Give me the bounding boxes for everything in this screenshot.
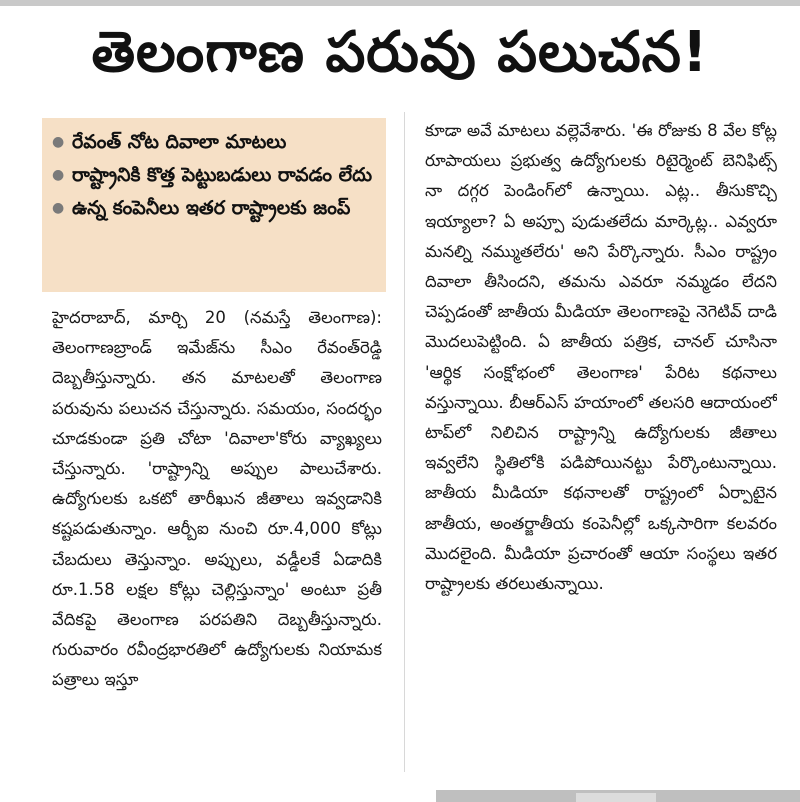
article-body-right-column: కూడా అవే మాటలు వల్లెవేశారు. 'ఈ రోజుకు 8 వేల కోట్ల రూపాయలు ప్రభుత్వ ఉద్యోగులకు రిటైర్మెంట్ బెనిఫిట్స్ నా దగ్గర పెండింగ్‌లో ఉన్నాయి. ఎట్ల.. తీసుకొచ్చి ఇయ్యాలా? ఏ అప్పూ పుడుతలేదు మార్కెట్ల.. ఎవ్వరూ మనల్ని నమ్ముతలేరు' అని పేర్కొన్నారు. సీఎం రాష్ట్రం దివాలా తీసిందని, తమను ఎవరూ నమ్మడం లేదని చెప్పడంతో జాతీయ మీడియా తెలంగాణపై నెగెటివ్ దాడి మొదలుపెట్టింది. ఏ జాతీయ పత్రిక, చానల్ చూసినా 'ఆర్థిక సంక్షోభంలో తెలంగాణ' పేరిట కథనాలు వస్తున్నాయి. బీఆర్‌ఎస్ హయాంలో తలసరి ఆదాయంలో టాప్‌లో నిలిచిన రాష్ట్రాన్ని ఉద్యోగులకు జీతాలు ఇవ్వలేని స్థితిలోకి పడిపోయినట్టు పేర్కొంటున్నాయి. జాతీయ మీడియా కథనాలతో రాష్ట్రంలో ఏర్పాటైన జాతీయ, అంతర్జాతీయ కంపెనీల్లో ఒక్కసారిగా కలవరం మొదలైంది. మీడియా ప్రచారంతో ఆయా సంస్థలు ఇతర రాష్ట్రాలకు తరలుతున్నాయి. [425,121,777,594]
highlight-text: రేవంత్ నోట దివాలా మాటలు [72,131,287,153]
highlight-item [52,126,376,159]
highlight-text: ఉన్న కంపెనీలు ఇతర రాష్ట్రాలకు జంప్ [72,197,351,219]
bullet-icon: ● [52,167,65,183]
article-headline: తెలంగాణ పరువు పలుచన! [91,19,709,85]
highlights-box [42,118,386,292]
top-rule [0,0,800,6]
next-article-photo-edge [436,790,800,802]
highlight-item [52,192,376,225]
column-divider [404,112,405,772]
article-body-left-column: హైదరాబాద్, మార్చి 20 (నమస్తే తెలంగాణ): తెలంగాణబ్రాండ్ ఇమేజ్‌ను సీఎం రేవంత్‌రెడ్డి దెబ్బతీస్తున్నారు. తన మాటలతో తెలంగాణ పరువును పలుచన చేస్తున్నారు. సమయం, సందర్భం చూడకుండా ప్రతి చోటా 'దివాలా'కోరు వ్యాఖ్యలు చేస్తున్నారు. 'రాష్ట్రాన్ని అప్పుల పాలుచేశారు. ఉద్యోగులకు ఒకటో తారీఖున జీతాలు ఇవ్వడానికి కష్టపడుతున్నాం. ఆర్బీఐ నుంచి రూ.4,000 కోట్లు చేబదులు తెస్తున్నాం. అప్పులు, వడ్డీలకే ఏడాదికి రూ.1.58 లక్షల కోట్లు చెల్లిస్తున్నాం' అంటూ ప్రతీ వేదికపై తెలంగాణ పరపతిని దెబ్బతీస్తున్నారు. గురువారం రవీంద్రభారతిలో ఉద్యోగులకు నియామక పత్రాలు ఇస్తూ [52,308,382,690]
bullet-icon: ● [52,134,65,150]
highlight-text: రాష్ట్రానికి కొత్త పెట్టుబడులు రావడం లేదు [72,164,373,186]
bullet-icon: ● [52,200,65,216]
highlight-item [52,159,376,192]
